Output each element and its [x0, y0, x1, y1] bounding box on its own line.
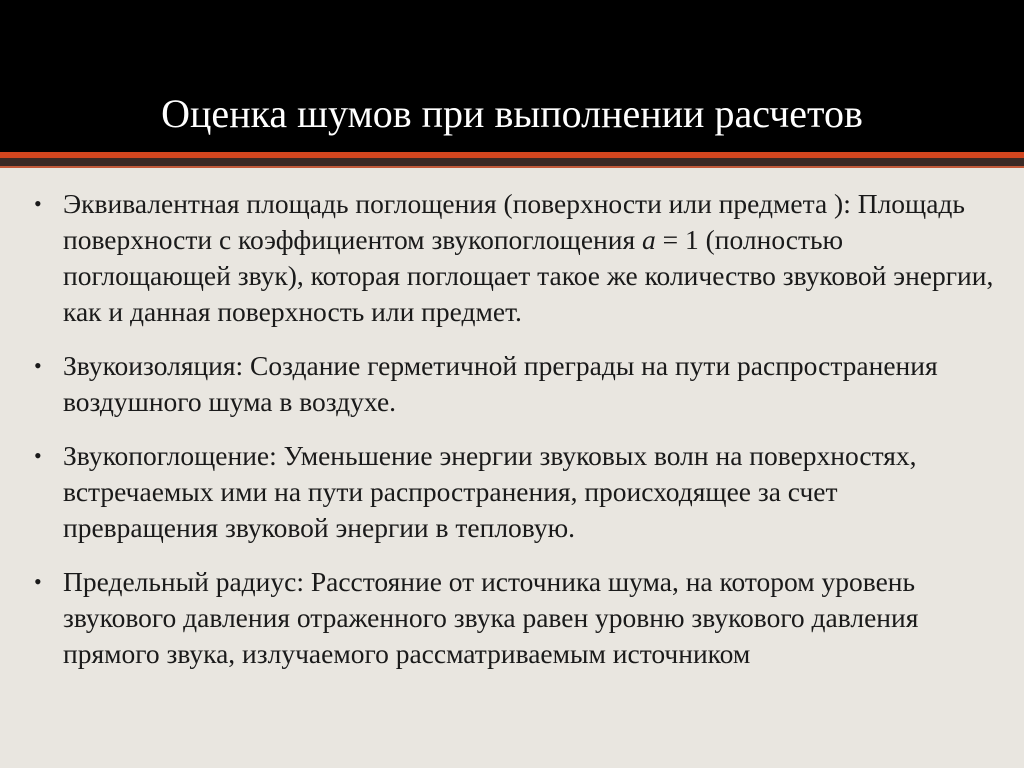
bullet-text: Эквивалентная площадь поглощения (поверхности или предмета ): Площадь поверхности с коэффициентом звукопоглощения a = 1 (полностью поглощающей звук), которая поглощает такое же количество звуковой энергии, как и данная поверхность или предмет.	[63, 188, 994, 327]
bullet-text: Предельный радиус: Расстояние от источника шума, на котором уровень звукового давления отраженного звука равен уровню звукового давления прямого звука, излучаемого рассматриваемым источником	[63, 566, 919, 669]
bullet-list	[34, 186, 994, 690]
bullet-item-sound-absorption	[34, 438, 994, 546]
bullet-item-equivalent-area	[34, 186, 994, 330]
bullet-text: Звукопоглощение: Уменьшение энергии звуковых волн на поверхностях, встречаемых ими на пути распространения, происходящее за счет превращения звуковой энергии в тепловую.	[63, 440, 917, 543]
bullet-item-sound-insulation	[34, 348, 994, 420]
bullet-item-limit-radius	[34, 564, 994, 672]
slide-header	[0, 0, 1024, 152]
italic-symbol: a	[641, 224, 656, 255]
accent-stripe-thin	[0, 166, 1024, 168]
bullet-text: Звукоизоляция: Создание герметичной преграды на пути распространения воздушного шума в воздухе.	[63, 350, 938, 417]
bullet-icon: •	[34, 569, 42, 594]
bullet-icon: •	[34, 353, 42, 378]
bullet-icon: •	[34, 191, 42, 216]
slide-title: Оценка шумов при выполнении расчетов	[161, 91, 863, 136]
bullet-icon: •	[34, 443, 42, 468]
accent-stripe-dark	[0, 158, 1024, 166]
